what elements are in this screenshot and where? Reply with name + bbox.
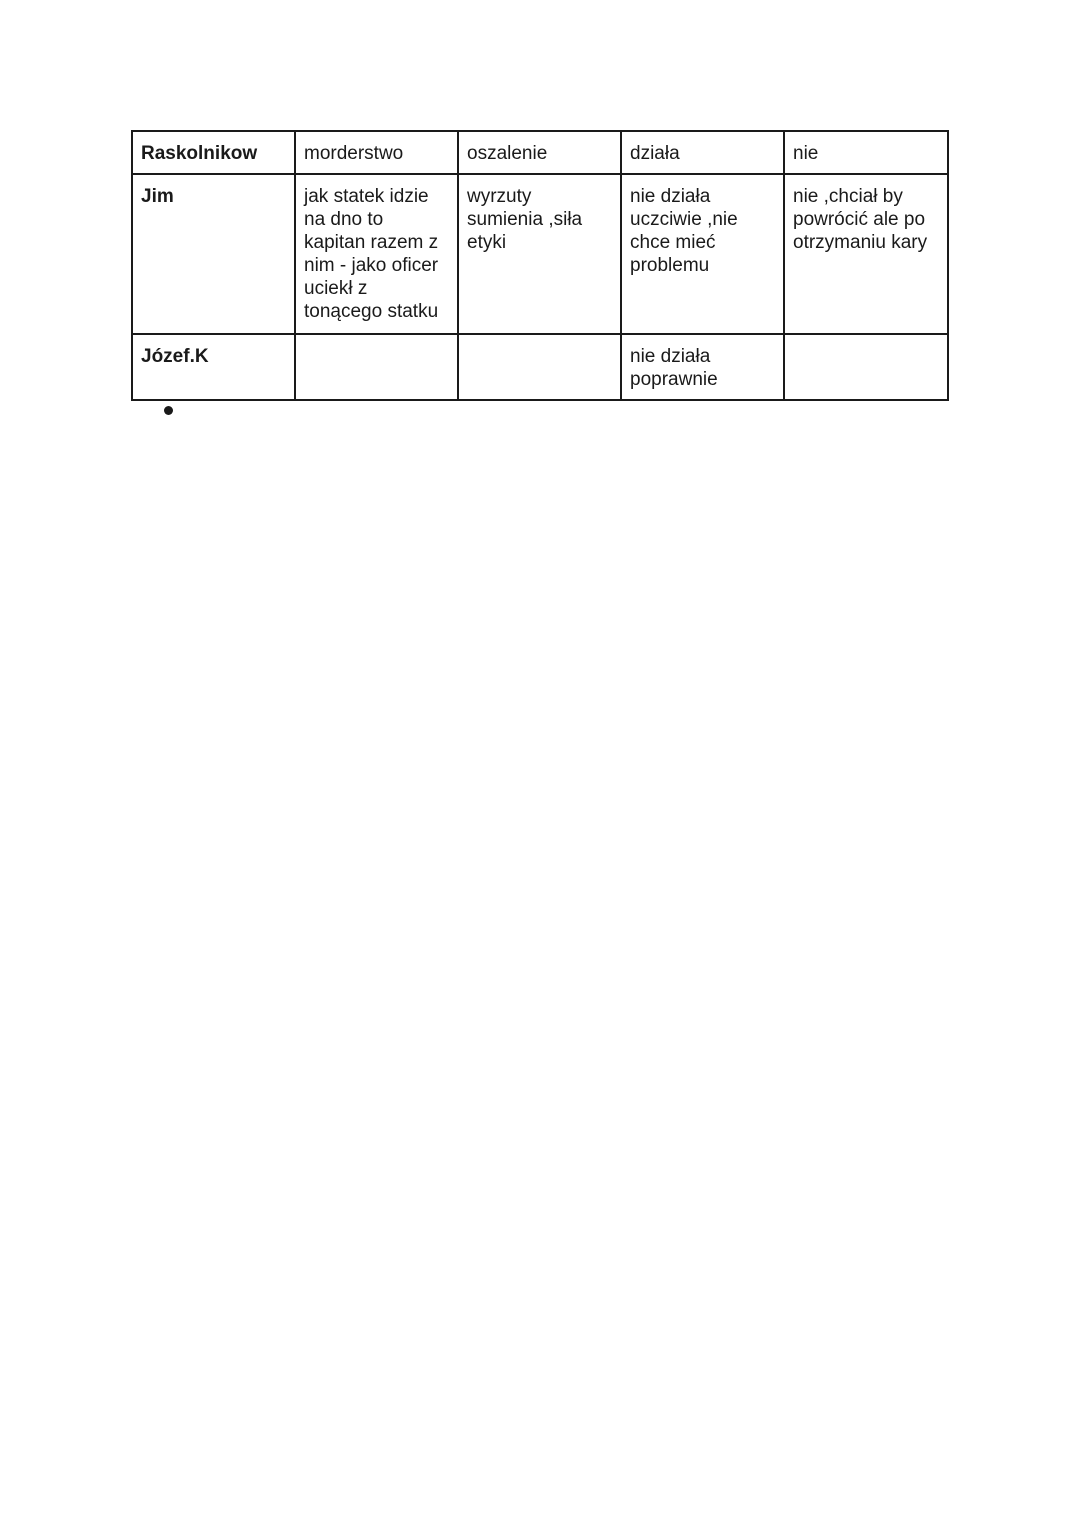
table-cell [621,174,784,334]
table-row-jozef-k [132,334,948,400]
table-cell [784,131,948,174]
table-cell [295,174,458,334]
row-name: Raskolnikow [141,143,258,164]
cell-text: nie ,chciał by powrócić ale po otrzymaniu kary [793,186,928,253]
table-cell [458,174,621,334]
table-cell [458,131,621,174]
cell-text: działa [630,143,680,164]
row-name: Józef.K [141,346,209,367]
row-name-cell [132,174,295,334]
cell-text: morderstwo [304,143,404,164]
cell-text: nie [793,143,819,164]
cell-text: wyrzuty sumienia ,siła etyki [467,186,583,253]
cell-text: nie działa uczciwie ,nie chce mieć problemu [630,186,738,276]
table-row-jim [132,174,948,334]
table-cell [458,334,621,400]
table-cell [621,131,784,174]
row-name-cell [132,334,295,400]
table-cell [621,334,784,400]
table-row-raskolnikow [132,131,948,174]
table-cell [295,334,458,400]
row-name-cell [132,131,295,174]
table-cell [784,174,948,334]
cell-text: nie działa poprawnie [630,346,718,390]
comparison-table [131,130,949,401]
cell-text: jak statek idzie na dno to kapitan razem z nim - jako oficer uciekł z tonącego statku [304,186,439,322]
row-name: Jim [141,186,174,207]
table-cell [295,131,458,174]
table-cell [784,334,948,400]
cell-text: oszalenie [467,143,548,164]
bullet-point-icon [164,406,173,415]
